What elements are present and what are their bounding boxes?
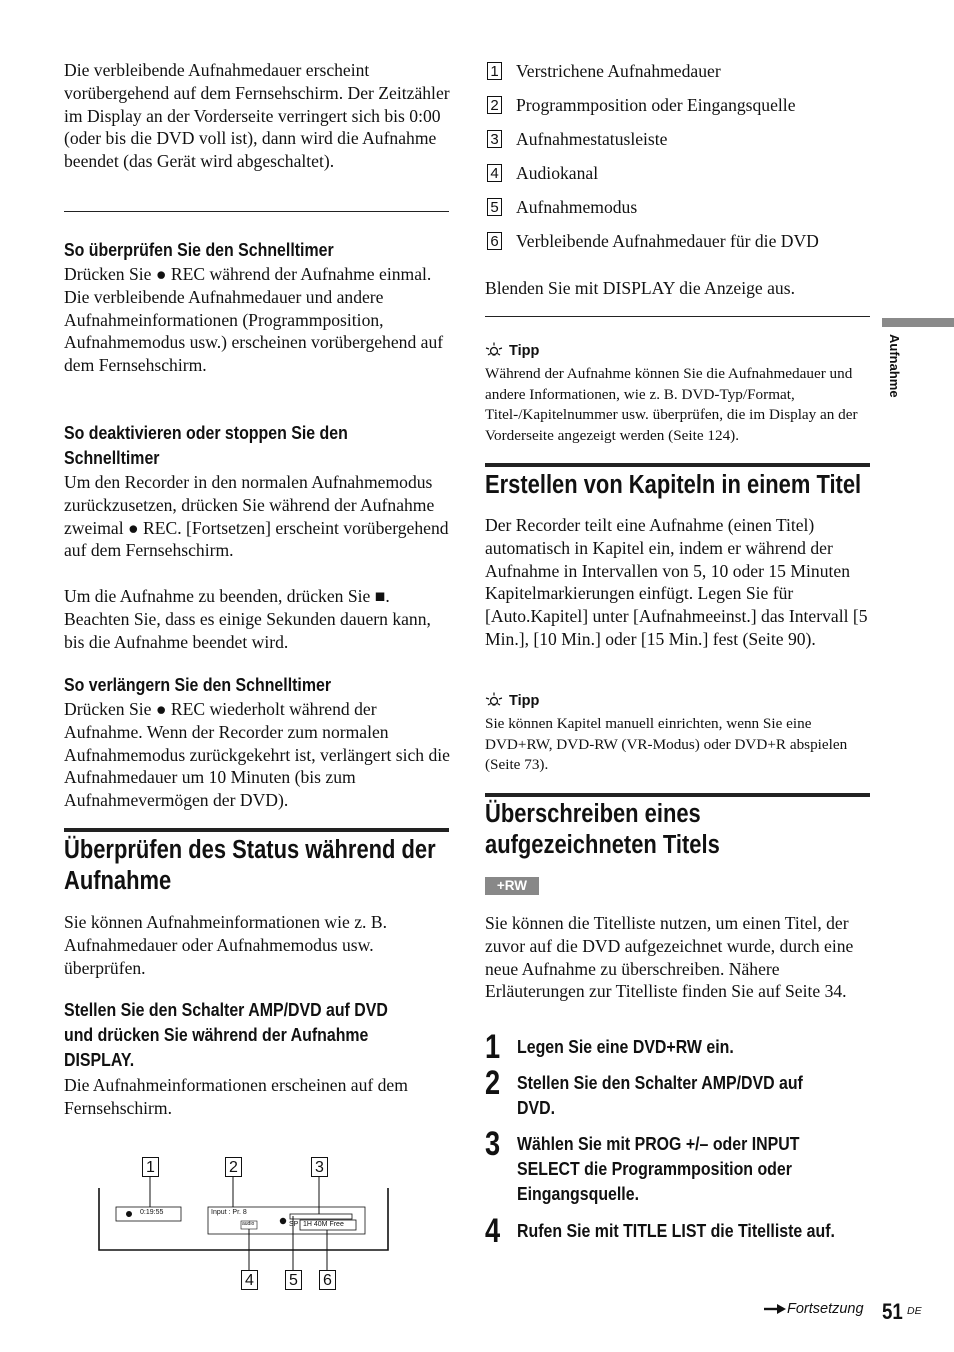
lightbulb-icon — [485, 692, 503, 710]
section-rule — [485, 793, 870, 797]
tip2-label: Tipp — [509, 693, 540, 709]
legend-number: 2 — [487, 96, 502, 114]
legend-item — [487, 156, 887, 190]
step-number: 3 — [485, 1125, 501, 1163]
legend-text: Verstrichene Aufnahmedauer — [516, 60, 721, 81]
step-text: Rufen Sie mit TITLE LIST die Titelliste auf. — [517, 1220, 835, 1241]
switch-heading-line2: und drücken Sie während der Aufnahme — [64, 1024, 369, 1045]
legend-number: 6 — [487, 232, 502, 250]
stop-paragraph-1: Um den Recorder in den normalen Aufnahmemodus zurückzusetzen, drücken Sie während der Aufnahme zweimal ● REC. [Fortsetzen] erscheint vorübergehend auf dem Fernsehschirm. — [64, 472, 449, 561]
side-tab-bar — [882, 318, 954, 327]
input-source: Input : Pr. 8 — [211, 1209, 247, 1216]
legend-item — [487, 190, 887, 224]
step-number: 2 — [485, 1064, 501, 1102]
switch-paragraph: Die Aufnahmeinformationen erscheinen auf dem Fernsehschirm. — [64, 1075, 408, 1118]
callout-5: 5 — [285, 1270, 302, 1290]
rw-badge: +RW — [485, 877, 539, 895]
callout-2: 2 — [225, 1157, 242, 1177]
screen-diagram — [96, 1150, 396, 1295]
legend-list — [487, 54, 887, 258]
check-paragraph: Drücken Sie ● REC während der Aufnahme einmal. Die verbleibende Aufnahmedauer und andere Aufnahmeinformationen (Programmposition, Aufnahmemodus usw.) erscheinen vorübergehend auf dem Fernsehschirm. — [64, 264, 444, 376]
extend-paragraph: Drücken Sie ● REC wiederholt während der Aufnahme. Wenn der Recorder zum normalen Aufnahmemodus zurückgekehrt ist, verlängert sich die Aufnahmedauer um 10 Minuten (bis zum Aufnahmevermögen der DVD). — [64, 699, 450, 811]
step-number: 4 — [485, 1212, 501, 1250]
step-text: SELECT die Programmposition oder — [517, 1158, 792, 1179]
status-title-line1: Überprüfen des Status während der — [64, 836, 436, 864]
rec-mode: SP — [289, 1221, 299, 1228]
switch-heading-line1: Stellen Sie den Schalter AMP/DVD auf DVD — [64, 999, 388, 1020]
stop-heading-line1: So deaktivieren oder stoppen Sie den — [64, 422, 348, 443]
step-text: DVD. — [517, 1097, 556, 1118]
legend-text: Verbleibende Aufnahmedauer für die DVD — [516, 230, 819, 251]
legend-text: Audiokanal — [516, 162, 599, 183]
tip1-header — [485, 342, 539, 360]
legend-item — [487, 88, 887, 122]
step-text: Eingangsquelle. — [517, 1183, 639, 1204]
legend-text: Programmposition oder Eingangsquelle — [516, 94, 796, 115]
continue-label: Fortsetzung — [787, 1301, 864, 1317]
legend-number: 1 — [487, 62, 502, 80]
step-number: 1 — [485, 1028, 501, 1066]
remaining-time: 1H 40M Free — [303, 1221, 344, 1228]
legend-number: 3 — [487, 130, 502, 148]
callout-3: 3 — [311, 1157, 328, 1177]
step-text: Stellen Sie den Schalter AMP/DVD auf — [517, 1072, 803, 1093]
stop-heading-line2: Schnelltimer — [64, 447, 160, 468]
tip2-text: Sie können Kapitel manuell einrichten, wenn Sie eine DVD+RW, DVD-RW (VR-Modus) oder DVD+R abspielen (Seite 73). — [485, 715, 848, 773]
page-number: 51 — [882, 1299, 903, 1324]
side-tab — [886, 334, 906, 424]
tip2-header — [485, 692, 539, 710]
legend-number: 4 — [487, 164, 502, 182]
continue-note — [764, 1301, 864, 1317]
stop-paragraph-2: Um die Aufnahme zu beenden, drücken Sie ■. Beachten Sie, dass es einige Sekunden dauern kann, bis die Aufnahme beendet wird. — [64, 586, 431, 652]
status-title-line2: Aufnahme — [64, 867, 172, 895]
chapter-paragraph: Der Recorder teilt eine Aufnahme (einen Titel) automatisch in Kapitel ein, indem er während der Aufnahme in Intervallen von 5, 10 oder 15 Minuten Kapitelmarkierungen einfügt. Legen Sie für [Auto.Kapitel] unter [Aufnahmeeinst.] das Intervall [5 Min.], [10 Min.] oder [15 Min.] fest (Seite 90). — [485, 515, 868, 649]
callout-1: 1 — [142, 1157, 159, 1177]
callout-4: 4 — [241, 1270, 258, 1290]
step-text: Legen Sie eine DVD+RW ein. — [517, 1036, 734, 1057]
elapsed-time: 0:19:55 — [140, 1209, 164, 1216]
tip1-text: Während der Aufnahme können Sie die Aufnahmedauer und andere Informationen, wie z. B. DVD-Typ/Format, Titel-/Kapitelnummer usw. überprüfen, die im Display an der Vorderseite angezeigt werden (Seite 124). — [485, 365, 858, 444]
legend-item — [487, 224, 887, 258]
hide-display-text: Blenden Sie mit DISPLAY die Anzeige aus. — [485, 278, 795, 298]
switch-heading-line3: DISPLAY. — [64, 1049, 135, 1070]
legend-text: Aufnahmestatusleiste — [516, 128, 668, 149]
check-heading: So überprüfen Sie den Schnelltimer — [64, 239, 334, 260]
legend-item — [487, 54, 887, 88]
overwrite-title-line2: aufgezeichneten Titels — [485, 831, 720, 859]
section-rule — [64, 828, 449, 832]
overwrite-title-line1: Überschreiben eines — [485, 800, 701, 828]
callout-6: 6 — [319, 1270, 336, 1290]
language-code: DE — [907, 1305, 922, 1317]
overwrite-paragraph: Sie können die Titelliste nutzen, um einen Titel, der zuvor auf die DVD aufgezeichnet wurde, durch eine neue Aufnahme zu überschreiben. Nähere Erläuterungen zur Titelliste finden Sie auf Seite 34. — [485, 913, 854, 1002]
extend-heading: So verlängern Sie den Schnelltimer — [64, 674, 332, 695]
status-paragraph: Sie können Aufnahmeinformationen wie z. B. Aufnahmedauer oder Aufnahmemodus usw. überprüfen. — [64, 912, 387, 978]
tip-divider — [485, 316, 870, 317]
step-text: Wählen Sie mit PROG +/– oder INPUT — [517, 1133, 800, 1154]
side-tab-label: Aufnahme — [887, 334, 902, 398]
tip1-label: Tipp — [509, 343, 540, 359]
legend-number: 5 — [487, 198, 502, 216]
section-rule — [485, 463, 870, 467]
intro-paragraph: Die verbleibende Aufnahmedauer erscheint vorübergehend auf dem Fernsehschirm. Der Zeitzähler im Display an der Vorderseite verringert sich bis 0:00 (oder bis die DVD voll ist), dann wird die Aufnahme beendet (das Gerät wird abgeschaltet). — [64, 60, 450, 172]
legend-text: Aufnahmemodus — [516, 196, 638, 217]
audio-channel: audio — [242, 1221, 255, 1227]
section-divider — [64, 211, 449, 212]
lightbulb-icon — [485, 342, 503, 360]
arrow-right-icon — [764, 1303, 786, 1315]
legend-item — [487, 122, 887, 156]
chapter-title: Erstellen von Kapiteln in einem Titel — [485, 471, 862, 499]
